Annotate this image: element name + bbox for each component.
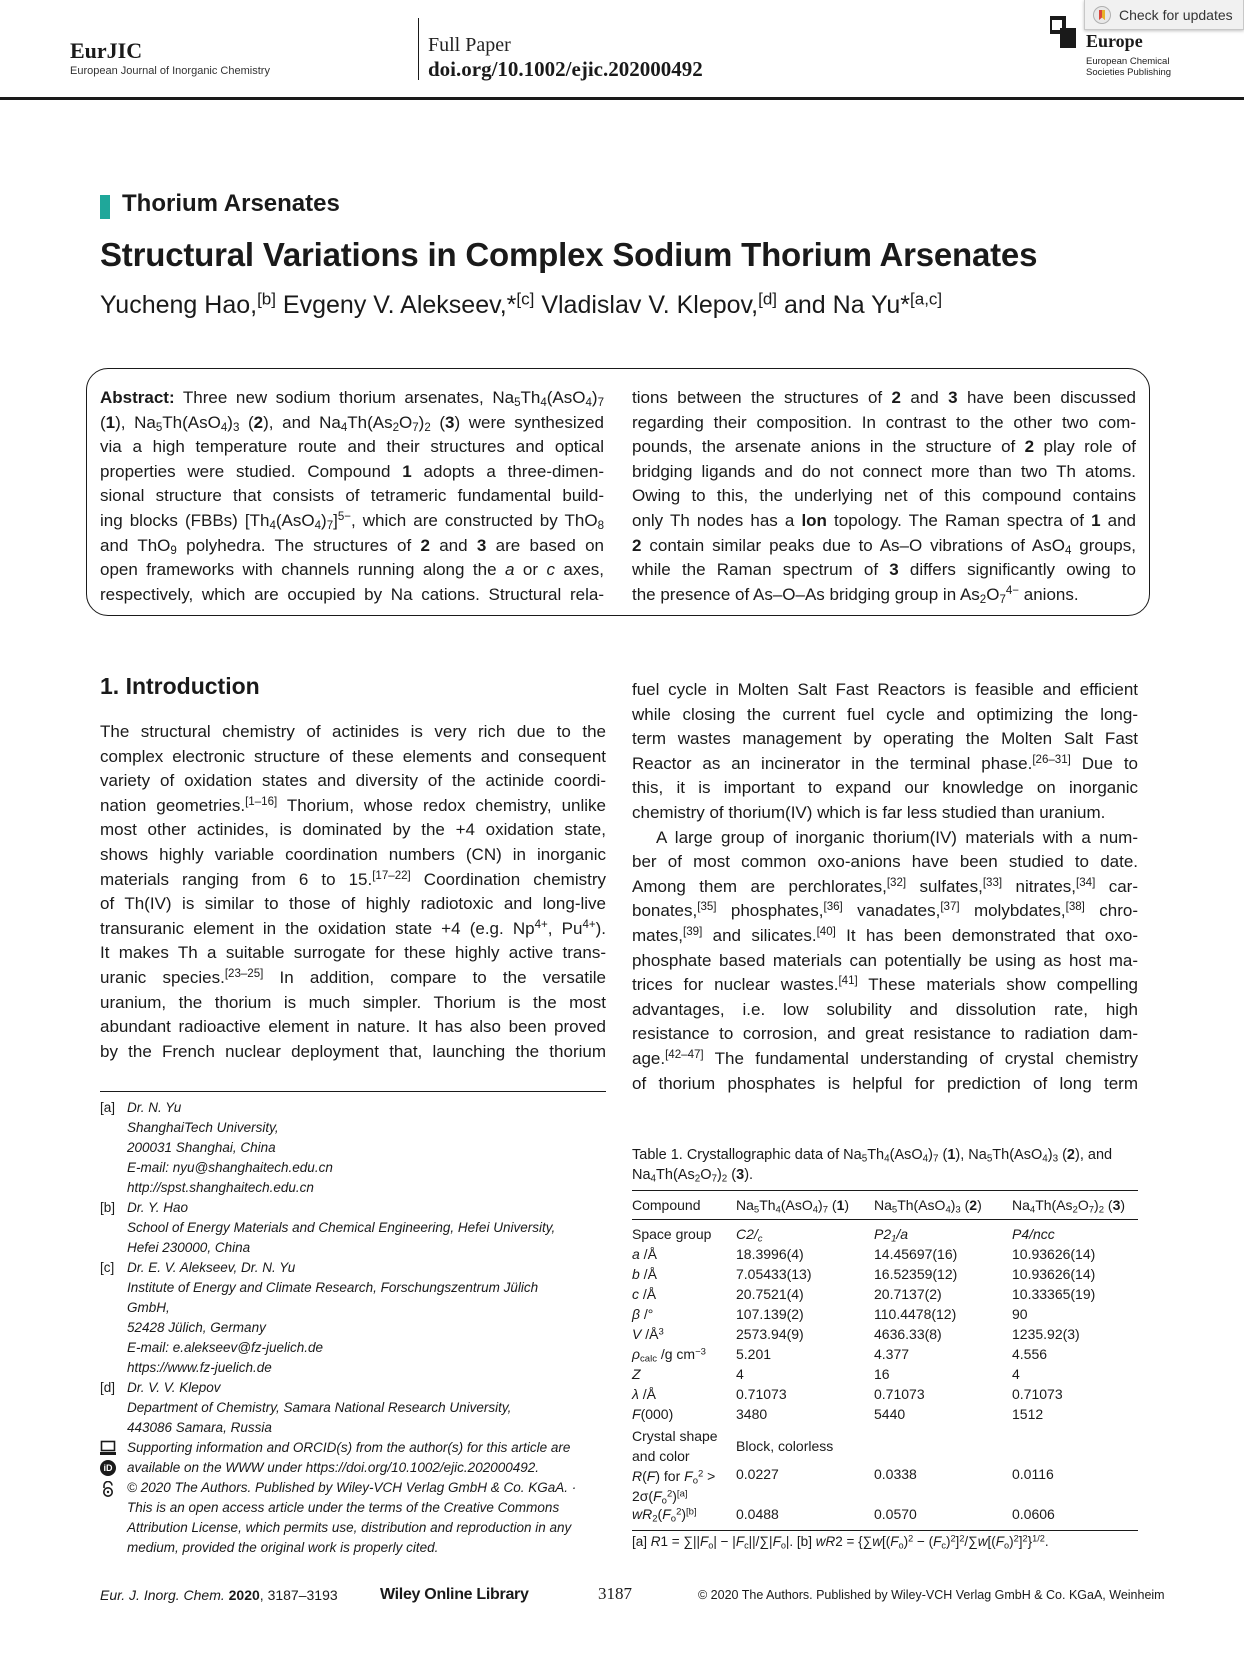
table-cell: 0.0116 [1012, 1466, 1054, 1482]
table-cell: a /Å [632, 1246, 657, 1262]
intro-paragraph-1: The structural chemistry of actinides is very rich due to the complex electronic structure of these elements and consequent variety of oxidation states and diversity of the actinide coordi- nation geometries.[1–16] Thorium, whose redox chemistry, unlike most other actinides, is dominated by the +4 oxidation state, shows highly variable coordination numbers (CN) in inorganic materials ranging from 6 to 15.[17–22] Coordination chemistry of Th(IV) is similar to those of highly radiotoxic and long-live transuranic element in the oxidation state +4 (e.g. $Np^{4+}$, $Pu^{4+}$). It makes Th a suitable surrogate for these highly active trans- uranic species.[23–25] In addition, compare to the versatile uranium, the thorium is much simpler. Thorium is the most abundant radioactive element in nature. It has also been proved by the French nuclear deployment that, launching the thorium [100, 722, 606, 1061]
table-header-cell: Compound [632, 1191, 736, 1220]
section-accent-bar [100, 195, 110, 219]
table-cell: 16.52359(12) [874, 1266, 958, 1282]
footer-copyright: © 2020 The Authors. Published by Wiley-VCH Verlag GmbH & Co. KGaA, Weinheim [698, 1588, 1165, 1602]
author-list: Yucheng Hao,[b] Evgeny V. Alekseev,*[c] Vladislav V. Klepov,[d] and Na Yu*[a,c] [100, 289, 943, 319]
affiliation-d: [d] Dr. V. V. Klepov Department of Chemistry, Samara National Research University, 443086 Samara, Russia [100, 1380, 512, 1435]
table-cell: 5.201 [736, 1346, 772, 1362]
table-cell: 4636.33(8) [874, 1326, 942, 1342]
journal-name: European Journal of Inorganic Chemistry [70, 65, 270, 77]
table-cell: 4 [736, 1366, 744, 1382]
table-cell: 90 [1012, 1306, 1028, 1322]
table-cell: 4.556 [1012, 1346, 1048, 1362]
table-row [632, 1306, 1138, 1326]
publisher-subtitle: European Chemical Societies Publishing [1086, 56, 1172, 78]
table-cell: 20.7137(2) [874, 1286, 942, 1302]
table-header-cell: $Na_4Th(As_2O_7)_2$ (3) [1012, 1191, 1138, 1220]
table-cell: 107.139(2) [736, 1306, 804, 1322]
table-cell: 10.93626(14) [1012, 1266, 1096, 1282]
table-cell: 0.71073 [1012, 1386, 1063, 1402]
table-cell: Block, colorless [736, 1438, 834, 1454]
abstract-text-right: tions between the structures of 2 and 3 have been discussed regarding their composition. In contrast to the other two com- pounds, the arsenate anions in the structure of 2 play role of bridging ligands and do not connect more than two Th atoms. Owing to this, the underlying net of this compound contains only Th nodes has a lon topology. The Raman spectra of 1 and 2 contain similar peaks due to As–O vibrations of AsO$_4$ groups, while the Raman spectrum of 3 differs significantly owing to the presence of As–O–As bridging group in $As_2O_7^{4-}$ anions. [632, 388, 1137, 606]
table-cell: 0.71073 [874, 1386, 925, 1402]
table-cell: 110.4478(12) [874, 1306, 957, 1322]
table-cell: 1235.92(3) [1012, 1326, 1080, 1342]
table-row [632, 1326, 1138, 1346]
table-cell: 2573.94(9) [736, 1326, 804, 1342]
table-cell: 4 [1012, 1366, 1020, 1382]
check-for-updates-label: Check for updates [1119, 6, 1233, 23]
abstract-text-left: Abstract: Three new sodium thorium arsenates, $Na_5Th_4(AsO_4)_7$ (1), $Na_5Th(AsO_4)_3$ (2), and $Na_4Th(As_2O_7)_2$ (3) were synthesized via a high temperature route and their structures and optical properties were studied. Compound 1 adopts a three-dimen- sional structure that consists of tetrameric fundamental build- ing blocks (FBBs) $[Th_4(AsO_4)_7]^{5-}$, which are constructed by ThO$_8$ and ThO$_9$ polyhedra. The structures of 2 and 3 are based on open frameworks with channels running along the a or c axes, respectively, which are occupied by Na cations. Structural rela- [100, 388, 605, 604]
abstract-label: Abstract: [100, 388, 175, 407]
table-row [632, 1220, 1138, 1247]
table-cell: c /Å [632, 1286, 657, 1302]
intro-paragraph-2: fuel cycle in Molten Salt Fast Reactors is feasible and efficient while closing the current fuel cycle and optimizing the long- term wastes management by operating the Molten Salt Fast Reactor as an incinerator in the terminal phase.[26–31] Due to this, it is important to expand our knowledge on inorganic chemistry of thorium(IV) which is far less studied than uranium. A large group of inorganic thorium(IV) materials with a num- ber of most common oxo-anions have been studied to date. Among them are perchlorates,[32] sulfates,[33] nitrates,[34] car- bonates,[35] phosphates,[36] vanadates,[37] molybdates,[38] chro- mates,[39] and silicates.[40] It has been demonstrated that oxo- phosphate based materials can potentially be using as host ma- trices for nuclear wastes.[41] These materials show compelling advantages, i.e. low solubility and dissolution rate, high resistance to corrosion, and great resistance to radiation dam- age.[42–47] The fundamental understanding of crystal chemistry of thorium phosphates is helpful for prediction of long term [632, 680, 1139, 1093]
table-cell: Space group [632, 1226, 712, 1242]
affiliation-b: [b] Dr. Y. Hao School of Energy Materials and Chemical Engineering, Hefei University, Hefei 230000, China [100, 1200, 556, 1255]
intro-heading: 1. Introduction [100, 673, 260, 699]
table-cell: 0.0338 [874, 1466, 917, 1482]
table-row [632, 1406, 1138, 1426]
table-cell: $\rho_{calc}$ /g $cm^{-3}$ [632, 1346, 706, 1365]
table-cell: 1512 [1012, 1406, 1044, 1422]
table-row [632, 1386, 1138, 1406]
svg-text:iD: iD [103, 1463, 113, 1474]
paper-doi-link[interactable]: doi.org/10.1002/ejic.202000492 [428, 57, 703, 81]
journal-abbrev: EurJIC [70, 38, 143, 63]
paper-type: Full Paper [428, 34, 511, 56]
article-title: Structural Variations in Complex Sodium Thorium Arsenates [100, 236, 1038, 273]
wiley-online-library-link[interactable]: Wiley Online Library [380, 1586, 529, 1603]
footnote-rule [100, 1091, 606, 1092]
bookmark-ribbon-icon [1093, 6, 1111, 24]
orcid-icon [100, 1460, 116, 1476]
table-row [632, 1426, 1138, 1466]
affiliation-c: [c] Dr. E. V. Alekseev, Dr. N. Yu Institute of Energy and Climate Research, Forschungszentrum Jülich GmbH, 52428 Jülich, Germany E-mail: e.alekseev@fz-juelich.de https://www.fz-juelich.de [100, 1260, 539, 1375]
table-footnote: [a] $R1 = \sum||F_o| - |F_c||/\sum|F_o|$. [b] $wR2 = \{\sum w[(F_o)^2 - (F_c)^2]^2/\sum w[(F_o)^2]^2\}^{1/2}$. [632, 1533, 1049, 1551]
affiliation-footnotes [100, 1098, 620, 1558]
license-note: © 2020 The Authors. Published by Wiley-VCH Verlag GmbH & Co. KGaA. · This is an open access article under the terms of the Creative Commons Attribution License, which permits use, distribution and reproduction in any medium, provided the original work is properly cited. [100, 1478, 620, 1558]
table-row [632, 1246, 1138, 1266]
table-header-cell: $Na_5Th(AsO_4)_3$ (2) [874, 1191, 1012, 1220]
header-divider [418, 18, 419, 80]
table-cell: β /° [632, 1306, 654, 1322]
table-cell: Crystal shape and color [632, 1428, 718, 1464]
table-cell: 10.33365(19) [1012, 1286, 1096, 1302]
table-header-row [632, 1191, 1138, 1220]
table-cell: R(F) for $F_o^2 > 2\sigma(F_o^2)[a]$ [632, 1468, 716, 1507]
table-cell: 14.45697(16) [874, 1246, 958, 1262]
open-access-lock-icon [100, 1481, 116, 1497]
table-cell: 0.71073 [736, 1386, 787, 1402]
table-row [632, 1286, 1138, 1306]
table-cell: $C2/_c$ [736, 1226, 763, 1245]
table-row [632, 1366, 1138, 1386]
crystallographic-data-table [632, 1190, 1138, 1531]
table-row [632, 1346, 1138, 1366]
table-cell: 4.377 [874, 1346, 910, 1362]
table-cell: 10.93626(14) [1012, 1246, 1096, 1262]
table-cell: 0.0227 [736, 1466, 779, 1482]
section-label: Thorium Arsenates [122, 190, 340, 217]
table-cell: F(000) [632, 1406, 674, 1422]
table-cell [874, 1426, 1012, 1466]
table-row [632, 1466, 1138, 1506]
table-cell: P4/ncc [1012, 1226, 1055, 1242]
table-cell: 0.0570 [874, 1506, 1012, 1531]
publisher-name: Europe [1086, 31, 1143, 51]
table-cell: 7.05433(13) [736, 1266, 812, 1282]
table-cell: $P2_1/a$ [874, 1226, 909, 1245]
table-cell: 0.0606 [1012, 1506, 1138, 1531]
table-caption: Table 1. Crystallographic data of $Na_5Th_4(AsO_4)_7$ (1), $Na_5Th(AsO_4)_3$ (2), and $Na_4Th(As_2O_7)_2$ (3). [632, 1147, 1113, 1185]
table-header-cell: $Na_5Th_4(AsO_4)_7$ (1) [736, 1191, 874, 1220]
table-cell: 5440 [874, 1406, 906, 1422]
table-cell [1012, 1426, 1138, 1466]
computer-icon [100, 1440, 116, 1456]
chemistry-europe-logo-icon [1050, 16, 1082, 50]
table-cell: 16 [874, 1366, 890, 1382]
table-row [632, 1506, 1138, 1531]
check-for-updates-button[interactable] [1084, 0, 1244, 30]
table-cell: $wR_2(F_o^2)[b]$ [632, 1506, 736, 1531]
table-cell: 3480 [736, 1406, 768, 1422]
footer-citation: Eur. J. Inorg. Chem. 2020, 3187–3193 [100, 1587, 338, 1603]
table-cell: 18.3996(4) [736, 1246, 804, 1262]
table-row [632, 1266, 1138, 1286]
affiliation-a: [a] Dr. N. Yu ShanghaiTech University, 200031 Shanghai, China E-mail: nyu@shanghaitech.edu.cn http://spst.shanghaitech.edu.cn [100, 1100, 333, 1195]
page-number: 3187 [598, 1584, 632, 1603]
table-cell: b /Å [632, 1266, 657, 1282]
table-cell: 20.7521(4) [736, 1286, 804, 1302]
table-cell: Z [632, 1366, 641, 1382]
header-rule [0, 97, 1244, 100]
table-cell: 0.0488 [736, 1506, 874, 1531]
supporting-info-note: iD Supporting information and ORCID(s) from the author(s) for this article are available on the WWW under https://doi.org/10.1002/ejic.202000492. [100, 1438, 620, 1478]
table-cell: V $/Å^3$ [632, 1326, 664, 1342]
table-cell: λ /Å [632, 1386, 657, 1402]
